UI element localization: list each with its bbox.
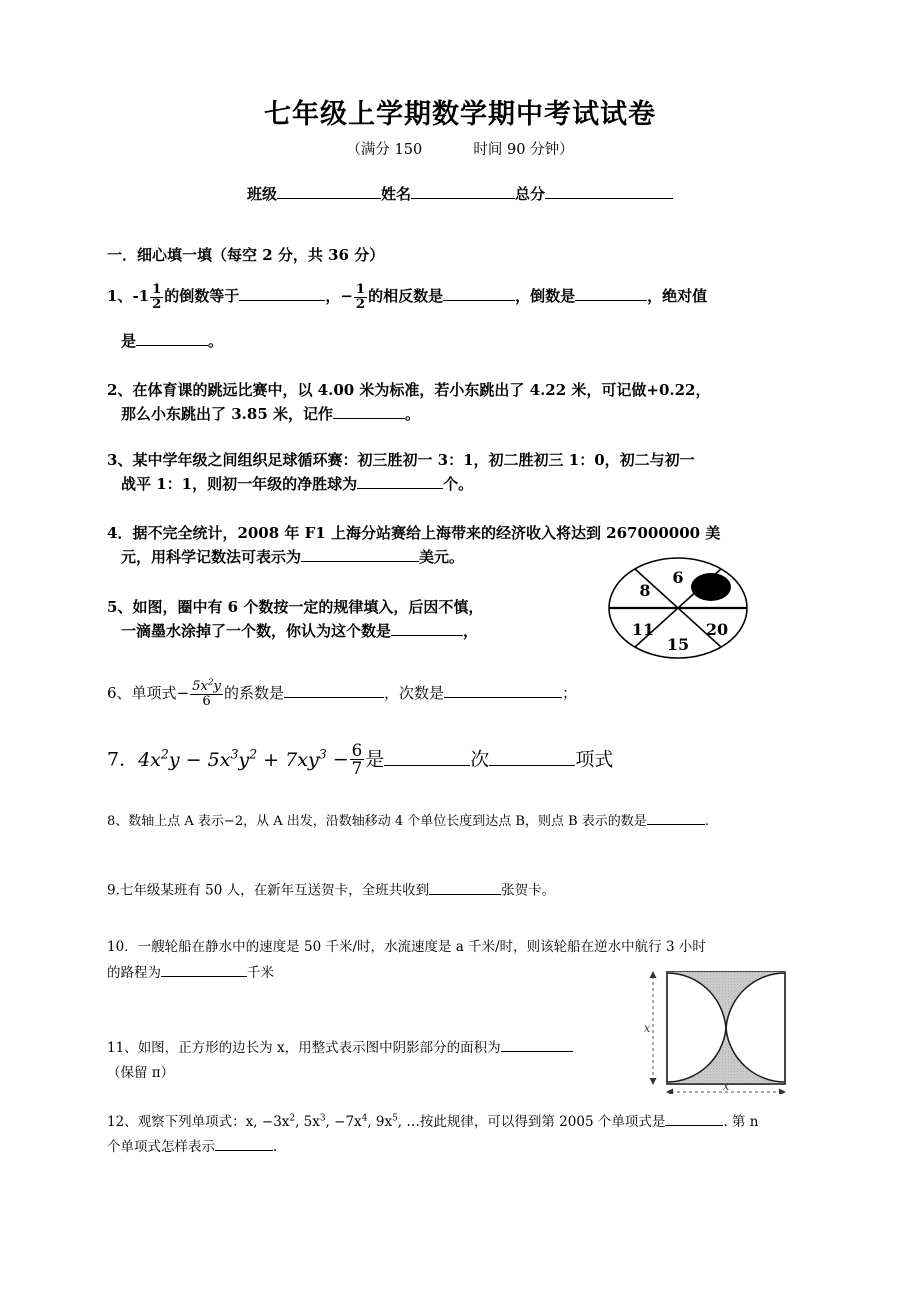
question-10-text-2: 的路程为 (107, 965, 161, 982)
question-8 (107, 811, 827, 832)
question-6-text-3: ，次数是 (383, 683, 444, 702)
question-9-text-2: 张贺卡。 (501, 882, 556, 899)
question-9-blank-1[interactable] (429, 880, 501, 895)
question-8-text-1: 数轴上点 A 表示−2，从 A 出发，沿数轴移动 4 个单位长度到达点 B，则点 B 表示的数是 (128, 814, 647, 829)
question-1-blank-1[interactable] (239, 285, 325, 301)
full-marks-label: （满分 150 (346, 142, 423, 158)
question-4-blank-1[interactable] (301, 546, 419, 562)
question-1-text-e: 是 (121, 332, 137, 351)
question-12-exp-4: 4 (361, 1113, 368, 1124)
circle-value-15: 15 (666, 635, 690, 654)
question-7-term-3: + $7xy^3$ (257, 746, 327, 771)
question-2-period: 。 (404, 405, 420, 424)
question-6-number: 6、 (107, 683, 132, 702)
question-7-term-1: $4x^2y$ (138, 746, 180, 771)
class-field-input[interactable] (277, 183, 381, 199)
question-1-blank-4[interactable] (136, 330, 208, 346)
question-1-line-2 (107, 329, 813, 353)
question-5-text-1: 如图，圈中有 6 个数按一定的规律填入，后因不慎， (132, 598, 484, 616)
total-score-field-label: 总分 (515, 185, 546, 203)
square-shaded-area-figure (629, 966, 807, 1094)
question-2-blank-1[interactable] (333, 403, 405, 419)
question-6-blank-1[interactable] (284, 682, 384, 698)
class-field-label: 班级 (246, 185, 277, 203)
question-8-blank-1[interactable] (647, 811, 705, 825)
question-1-number: 1、 (107, 286, 133, 305)
question-12-text-3: , −7x (325, 1114, 362, 1130)
page-title: 七年级上学期数学期中考试试卷 (264, 99, 656, 130)
question-11-number: 11、 (107, 1040, 138, 1056)
question-12-line-2 (107, 1135, 827, 1160)
total-score-field-input[interactable] (545, 183, 673, 199)
question-6-line-1 (107, 677, 813, 709)
question-6-minus: − (176, 683, 190, 702)
question-5-number: 5、 (107, 598, 133, 616)
question-4-text-2: 元，用科学记数法可表示为 (121, 548, 302, 567)
question-9-line-1 (107, 880, 827, 902)
question-9 (107, 880, 827, 902)
question-6-text-2: 的系数是 (223, 683, 284, 702)
question-8-line-1 (107, 811, 827, 832)
question-10-blank-1[interactable] (161, 963, 247, 978)
question-3-line-1 (107, 448, 813, 472)
question-4-number: 4． (107, 524, 133, 542)
question-3 (107, 448, 813, 497)
question-6 (107, 677, 813, 709)
circle-value-8: 8 (639, 581, 651, 600)
question-3-blank-1[interactable] (357, 473, 443, 489)
question-1-text-c: ，倒数是 (515, 286, 576, 305)
question-7-fraction: $\frac{6}{7}$ (351, 740, 363, 779)
question-10-text-1: 一艘轮船在静水中的速度是 50 千米/时，水流速度是 a 千米/时，则该轮船在逆水中航行 3 小时 (137, 939, 706, 955)
circle-six-numbers-figure (607, 556, 749, 660)
circle-value-6: 6 (672, 568, 684, 587)
dimension-arrow-up (650, 971, 657, 978)
question-7-text-2: 次 (470, 748, 490, 771)
question-6-semicolon: ； (562, 683, 578, 702)
question-2-text-2: 那么小东跳出了 3.85 米，记作 (121, 405, 333, 424)
question-1-mixed-int: -1 (132, 286, 150, 305)
question-1-line-1 (107, 283, 813, 311)
dimension-arrow-left (666, 1089, 673, 1095)
circle-value-20: 20 (705, 620, 729, 639)
student-info-row (0, 183, 920, 204)
question-7-line-1 (107, 742, 813, 778)
question-12-blank-2[interactable] (215, 1136, 273, 1151)
question-3-line-2 (107, 472, 813, 496)
question-10-number: 10． (107, 939, 138, 955)
question-3-text-2: 战平 1：1，则初一年级的净胜球为 (121, 475, 358, 494)
question-1-fraction-a: $\frac{1}{2}$ (152, 282, 162, 312)
question-9-text-1: 七年级某班有 50 人，在新年互送贺卡，全班共收到 (119, 882, 430, 899)
question-2-text-1: 在体育课的跳远比赛中，以 4.00 米为标准，若小东跳出了 4.22 米，可记做+0.22， (132, 381, 711, 399)
question-3-number: 3、 (107, 451, 133, 469)
question-6-numerator: $5x^2y$ (192, 677, 221, 694)
question-1-period: 。 (208, 332, 224, 351)
question-1-fraction-b: $\frac{1}{2}$ (355, 282, 366, 312)
question-2-line-1 (107, 378, 813, 402)
question-7 (107, 742, 813, 778)
question-12-text-1: 观察下列单项式：x, −3x (137, 1114, 290, 1130)
question-7-text-1: 是 (365, 748, 385, 771)
question-1-blank-3[interactable] (575, 285, 647, 301)
name-field-label: 姓名 (380, 185, 411, 203)
question-10-line-1 (107, 934, 827, 960)
question-12-text-4: , 9x (367, 1114, 393, 1130)
question-11-text-1: 如图，正方形的边长为 x，用整式表示图中阴影部分的面积为 (137, 1040, 501, 1056)
question-5-line-2 (107, 619, 607, 643)
question-7-blank-2[interactable] (489, 746, 575, 766)
question-5-blank-1[interactable] (391, 620, 463, 636)
question-1-text-b: 的相反数是 (368, 286, 444, 305)
question-7-term-4: − (326, 748, 349, 771)
square-diagram-svg (629, 966, 807, 1094)
question-6-blank-2[interactable] (444, 682, 562, 698)
question-12 (107, 1110, 827, 1160)
question-7-number: 7． (107, 748, 139, 771)
question-6-fraction: $\frac{5x^2y}{6}$ (192, 677, 221, 709)
time-limit-label: 时间 90 分钟） (473, 142, 574, 158)
question-6-text-1: 单项式 (131, 683, 177, 702)
question-11 (107, 1036, 637, 1086)
dimension-arrow-right (779, 1089, 786, 1095)
circle-value-11: 11 (631, 620, 655, 639)
question-2 (107, 378, 813, 427)
name-field-input[interactable] (411, 183, 515, 199)
question-12-blank-1[interactable] (665, 1112, 723, 1127)
question-7-text-3: 项式 (575, 748, 614, 771)
question-10-unit: 千米 (247, 965, 274, 982)
section-heading-fill-in-blanks: 一．细心填一填（每空 2 分，共 36 分） (107, 246, 385, 264)
circle-diagram-svg (607, 556, 749, 660)
question-12-exp-2: 2 (289, 1113, 296, 1124)
question-12-exp-5: 5 (392, 1113, 398, 1124)
dimension-label-horizontal: x (722, 1079, 730, 1093)
question-1-blank-2[interactable] (443, 285, 515, 301)
ink-blot-icon (691, 573, 731, 601)
question-12-text-7: 个单项式怎样表示 (107, 1138, 215, 1155)
dimension-label-vertical: x (643, 1021, 651, 1035)
question-5 (107, 595, 607, 644)
question-4-text-1: 据不完全统计，2008 年 F1 上海分站赛给上海带来的经济收入将达到 267000000 美 (132, 524, 721, 542)
question-11-text-2: （保留 π） (107, 1064, 175, 1081)
exam-subtitle (0, 138, 920, 159)
question-2-line-2 (107, 402, 813, 426)
question-1-minus: − (340, 286, 353, 305)
question-12-text-6: . 第 n (723, 1114, 759, 1130)
question-8-number: 8、 (107, 814, 129, 829)
question-12-line-1 (107, 1110, 827, 1135)
question-9-number: 9. (107, 882, 120, 899)
question-7-blank-1[interactable] (384, 746, 470, 766)
question-12-text-2: , 5x (295, 1114, 320, 1130)
question-12-period: . (273, 1138, 278, 1155)
question-5-line-1 (107, 595, 607, 619)
question-11-line-2 (107, 1061, 637, 1086)
question-4-unit: 美元。 (419, 548, 465, 567)
question-11-blank-1[interactable] (501, 1038, 573, 1053)
question-12-number: 12、 (107, 1114, 138, 1130)
question-1-text-a: 的倒数等于 (164, 286, 240, 305)
question-1-comma-1: ， (325, 286, 341, 305)
question-7-term-2: − $5x^3y^2$ (179, 746, 258, 771)
dimension-arrow-down (650, 1078, 657, 1085)
question-12-text-5: , …按此规律，可以得到第 2005 个单项式是 (397, 1114, 666, 1130)
question-1-text-d: ，绝对值 (647, 286, 708, 305)
question-11-line-1 (107, 1036, 637, 1061)
question-5-text-2: 一滴墨水涂掉了一个数，你认为这个数是 (121, 622, 392, 641)
question-1 (107, 283, 813, 354)
question-5-comma: ， (463, 622, 479, 641)
question-2-number: 2、 (107, 381, 133, 399)
question-8-period: . (704, 814, 709, 829)
question-3-text-1: 某中学年级之间组织足球循环赛：初三胜初一 3：1，初二胜初三 1：0，初二与初一 (132, 451, 695, 469)
question-12-exp-3: 3 (319, 1113, 326, 1124)
question-4-line-1 (107, 521, 813, 545)
question-3-unit: 个。 (443, 475, 474, 494)
